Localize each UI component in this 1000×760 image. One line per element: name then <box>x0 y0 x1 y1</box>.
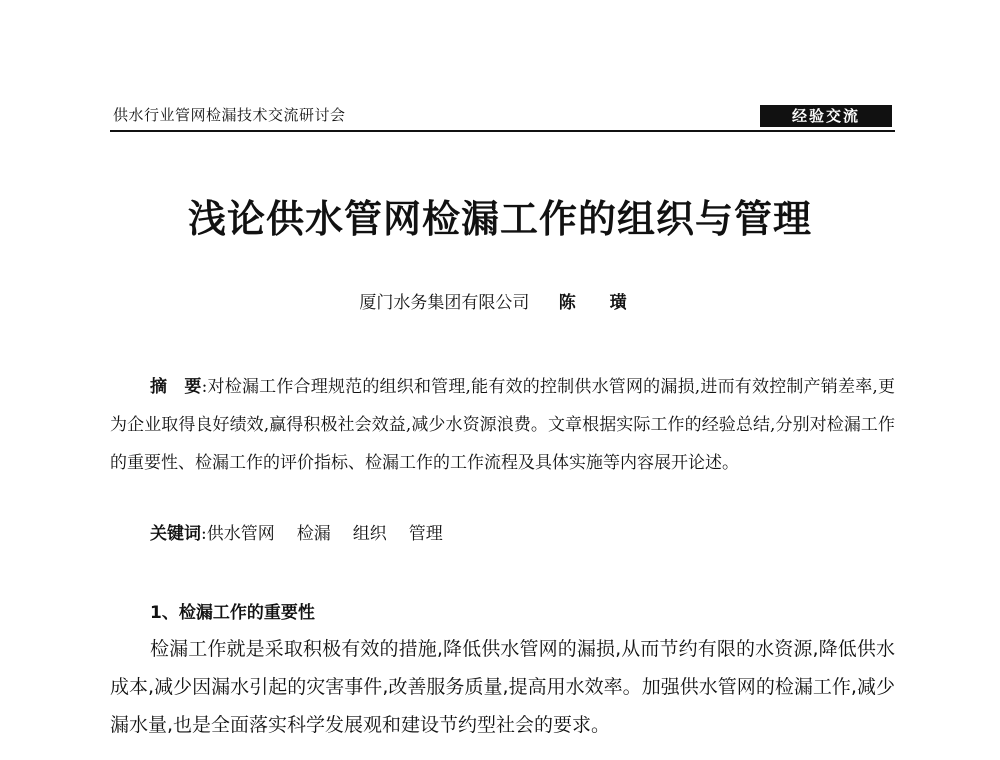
abstract-label: 摘 要 <box>150 377 202 397</box>
body-paragraph: 检漏工作就是采取积极有效的措施,降低供水管网的漏损,从而节约有限的水资源,降低供水成本,减少因漏水引起的灾害事件,改善服务质量,提高用水效率。加强供水管网的检漏工作,减少漏水量,也是全面落实科学发展观和建设节约型社会的要求。 <box>110 638 895 736</box>
keyword: 检漏 <box>296 524 331 544</box>
header-divider <box>110 130 895 132</box>
byline <box>0 288 1000 313</box>
section-heading: 1、检漏工作的重要性 <box>150 603 315 623</box>
author-name: 陈 璜 <box>558 293 641 313</box>
conference-name: 供水行业管网检漏技术交流研讨会 <box>113 106 346 124</box>
keyword: 供水管网 <box>206 524 275 544</box>
section-badge: 经验交流 <box>760 105 892 127</box>
author-organization: 厦门水务集团有限公司 <box>359 293 530 313</box>
abstract <box>110 368 895 482</box>
keywords-label: 关键词 <box>150 524 201 544</box>
keyword: 组织 <box>352 524 387 544</box>
abstract-text: :对检漏工作合理规范的组织和管理,能有效的控制供水管网的漏损,进而有效控制产销差率,更为企业取得良好绩效,赢得积极社会效益,减少水资源浪费。文章根据实际工作的经验总结,分别对检漏工作的重要性、检漏工作的评价指标、检漏工作的工作流程及具体实施等内容展开论述。 <box>110 377 896 473</box>
article-title: 浅论供水管网检漏工作的组织与管理 <box>187 196 812 241</box>
keywords-line: 关键词:供水管网 检漏 组织 管理 <box>150 524 443 544</box>
keyword: 管理 <box>408 524 443 544</box>
